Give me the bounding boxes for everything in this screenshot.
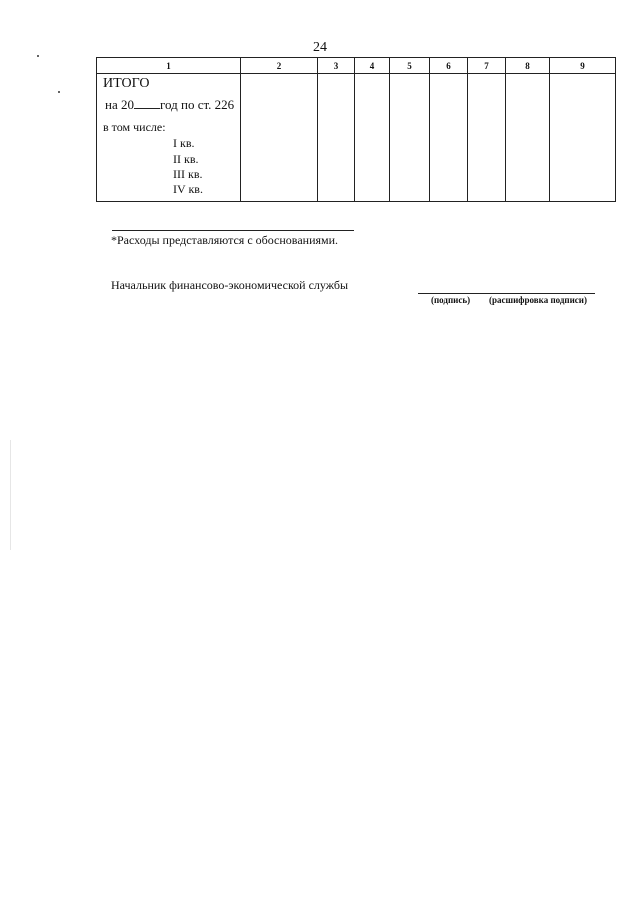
empty-cell [430, 74, 468, 202]
total-label-cell [97, 74, 241, 202]
page-number: 24 [313, 40, 327, 55]
column-header: 3 [318, 58, 355, 74]
signatory-title: Начальник финансово-экономической службы [111, 278, 349, 292]
total-label: ИТОГО [103, 76, 150, 91]
signature-caption: (подпись) [431, 295, 471, 305]
year-blank [134, 98, 160, 109]
signature-decode-caption: (расшифровка подписи) [489, 295, 587, 305]
footnote-divider [112, 230, 354, 231]
including-label: в том числе: [103, 120, 166, 134]
empty-cell [318, 74, 355, 202]
quarter-3-label: III кв. [173, 167, 203, 181]
column-header: 7 [468, 58, 506, 74]
scan-speck [37, 55, 39, 57]
year-prefix: на 20 [105, 97, 134, 112]
column-header: 2 [241, 58, 318, 74]
empty-cell [355, 74, 390, 202]
column-header: 5 [390, 58, 430, 74]
form-table [96, 57, 616, 202]
column-header: 6 [430, 58, 468, 74]
empty-cell [390, 74, 430, 202]
quarter-2-label: II кв. [173, 152, 199, 166]
column-header: 8 [506, 58, 550, 74]
signature-line [418, 293, 595, 294]
column-header: 4 [355, 58, 390, 74]
scan-speck [58, 91, 60, 93]
empty-cell [506, 74, 550, 202]
footnote: *Расходы представляются с обоснованиями. [111, 233, 339, 247]
column-header: 1 [97, 58, 241, 74]
empty-cell [550, 74, 616, 202]
table-header-row [97, 58, 616, 74]
empty-cell [241, 74, 318, 202]
year-suffix: год по ст. 226 [159, 97, 235, 112]
empty-cell [468, 74, 506, 202]
year-line [105, 97, 234, 113]
table-row [97, 74, 616, 202]
column-header: 9 [550, 58, 616, 74]
quarter-4-label: IV кв. [173, 182, 203, 196]
scan-artifact [10, 440, 11, 550]
quarter-1-label: I кв. [173, 136, 195, 150]
